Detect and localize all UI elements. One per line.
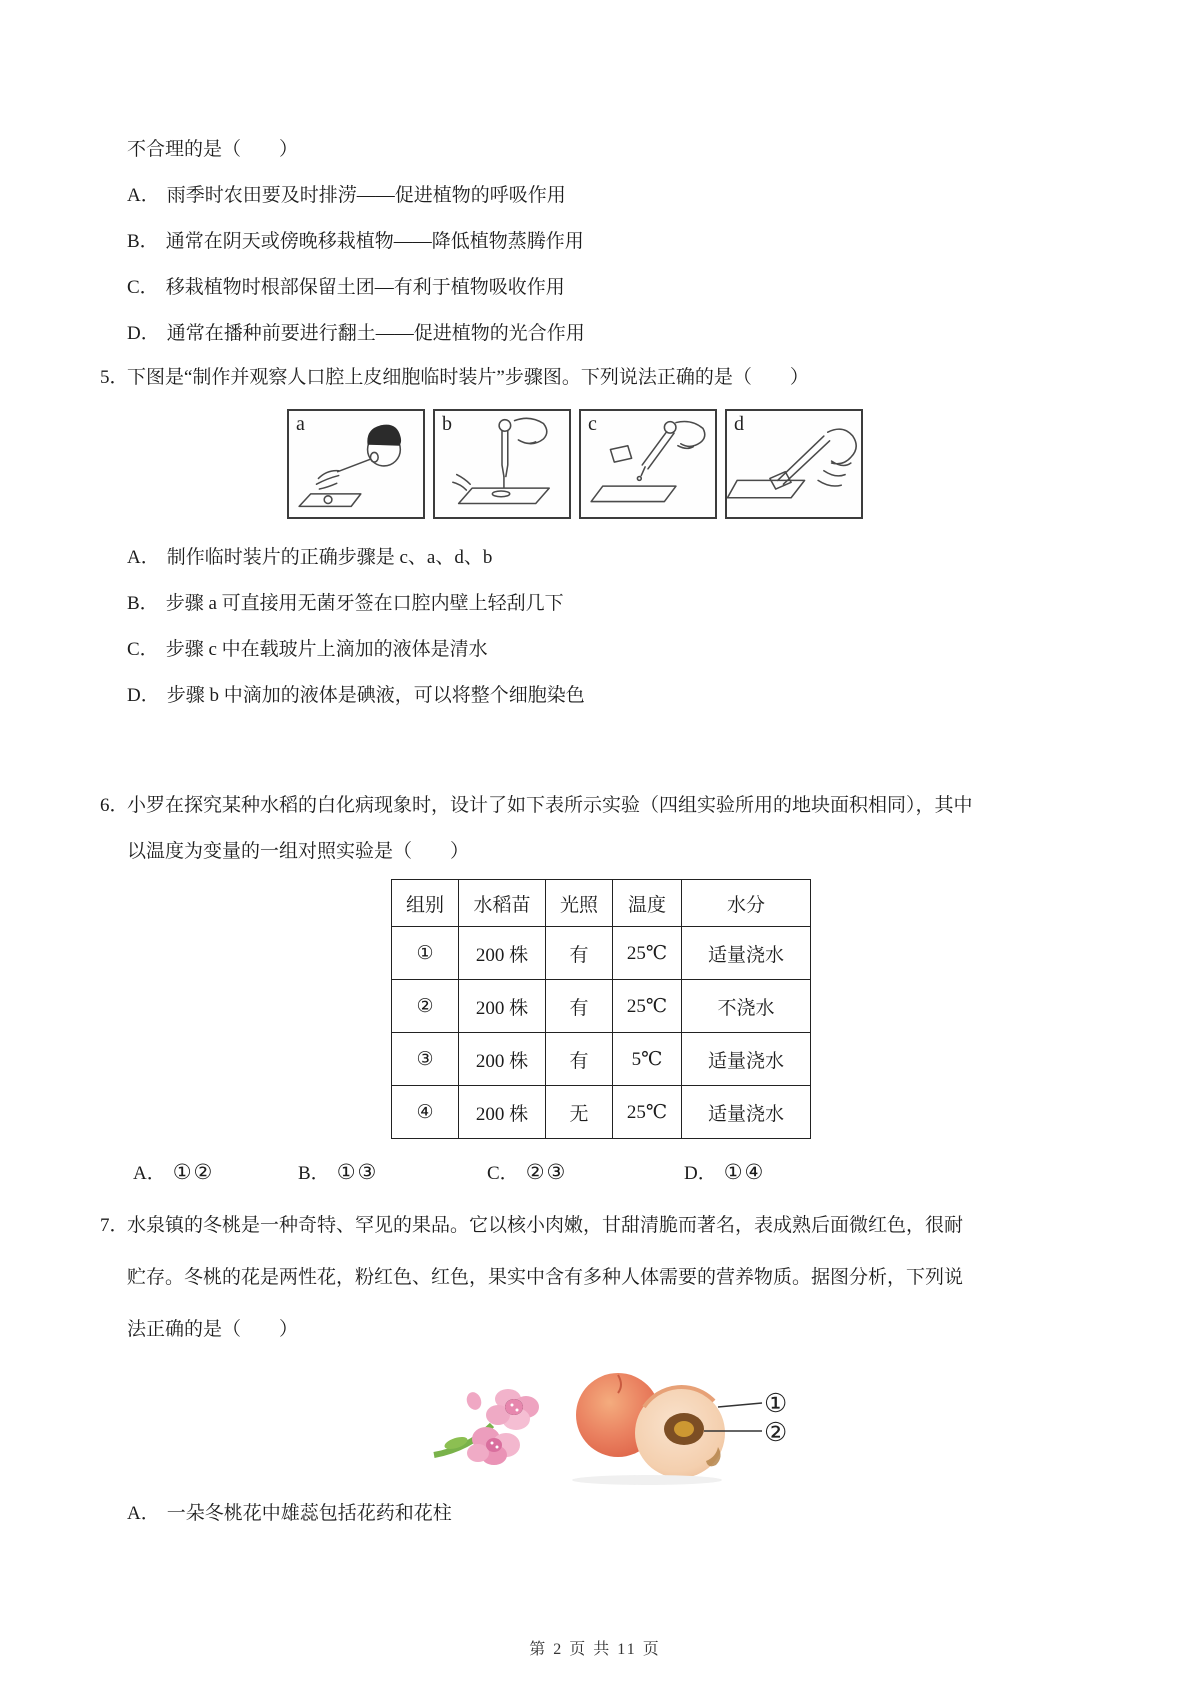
table-row bbox=[392, 927, 811, 980]
cell-water-2: 不浇水 bbox=[682, 980, 811, 1033]
step-panel-c bbox=[579, 409, 717, 519]
callout-label-2: ② bbox=[764, 1418, 788, 1447]
experiment-table bbox=[391, 879, 811, 1139]
q4-option-c-label: C． bbox=[127, 277, 159, 298]
q6-option-c-text: ②③ bbox=[525, 1160, 568, 1184]
q4-option-d bbox=[127, 319, 1090, 349]
question-4 bbox=[100, 135, 1090, 349]
cover-slip-illustration bbox=[727, 411, 861, 517]
q6-option-a-text: ①② bbox=[172, 1160, 215, 1184]
cell-temp-4: 25℃ bbox=[613, 1086, 682, 1139]
cell-temp-3: 5℃ bbox=[613, 1033, 682, 1086]
cut-peach bbox=[635, 1387, 725, 1478]
q6-stem-line2: 以温度为变量的一组对照实验是（ ） bbox=[127, 841, 470, 862]
smear-slide-illustration bbox=[435, 411, 569, 517]
header-temperature: 温度 bbox=[613, 880, 682, 927]
q6-option-d-text: ①④ bbox=[723, 1160, 766, 1184]
page-content bbox=[100, 0, 1090, 1529]
question-7 bbox=[100, 1211, 1090, 1529]
header-water: 水分 bbox=[682, 880, 811, 927]
q7-peach-figure bbox=[422, 1357, 792, 1487]
q7-stem-line1: 水泉镇的冬桃是一种奇特、罕见的果品。它以核小肉嫩，甘甜清脆而著名，表成熟后面微红色，很耐 bbox=[127, 1215, 964, 1236]
cell-light-4: 无 bbox=[546, 1086, 613, 1139]
callout-label-1: ① bbox=[764, 1389, 788, 1418]
q4-option-a-text: 雨季时农田要及时排涝——促进植物的呼吸作用 bbox=[166, 185, 566, 206]
q5-option-a-label: A． bbox=[127, 547, 160, 568]
cell-temp-2: 25℃ bbox=[613, 980, 682, 1033]
q5-option-a-text: 制作临时装片的正确步骤是 c、a、d、b bbox=[166, 547, 493, 568]
q7-option-a-text: 一朵冬桃花中雄蕊包括花药和花柱 bbox=[166, 1503, 452, 1524]
panel-letter-d: d bbox=[734, 413, 744, 435]
q6-option-b-text: ①③ bbox=[336, 1160, 379, 1184]
q6-options-row bbox=[127, 1157, 1090, 1187]
q5-number: 5． bbox=[100, 367, 129, 388]
page-footer: 第 2 页 共 11 页 bbox=[529, 1641, 661, 1658]
q7-option-a-label: A． bbox=[127, 1503, 160, 1524]
q4-option-c bbox=[127, 273, 1090, 303]
q6-option-a bbox=[133, 1157, 214, 1187]
header-seedlings: 水稻苗 bbox=[459, 880, 546, 927]
q6-option-c bbox=[487, 1157, 567, 1187]
cell-seed-3: 200 株 bbox=[459, 1033, 546, 1086]
q5-option-b-text: 步骤 a 可直接用无菌牙签在口腔内壁上轻刮几下 bbox=[165, 593, 564, 614]
cell-water-4: 适量浇水 bbox=[682, 1086, 811, 1139]
q5-option-d bbox=[127, 681, 1090, 711]
peach-flower-illustration bbox=[422, 1357, 792, 1487]
q5-option-c-text: 步骤 c 中在载玻片上滴加的液体是清水 bbox=[165, 639, 488, 660]
step-panel-d bbox=[725, 409, 863, 519]
cell-group-2: ② bbox=[392, 980, 459, 1033]
q5-option-b bbox=[127, 589, 1090, 619]
callout-line-1 bbox=[718, 1403, 762, 1407]
q6-option-d-label: D． bbox=[684, 1163, 717, 1184]
step-panel-b bbox=[433, 409, 571, 519]
cell-water-1: 适量浇水 bbox=[682, 927, 811, 980]
q5-option-c-label: C． bbox=[127, 639, 159, 660]
cell-light-3: 有 bbox=[546, 1033, 613, 1086]
q6-stem-line1: 小罗在探究某种水稻的白化病现象时，设计了如下表所示实验（四组实验所用的地块面积相同），其中 bbox=[127, 795, 973, 816]
q7-stem-line3: 法正确的是（ ） bbox=[127, 1319, 299, 1340]
q4-option-b-label: B． bbox=[127, 231, 159, 252]
cell-group-4: ④ bbox=[392, 1086, 459, 1139]
cell-group-3: ③ bbox=[392, 1033, 459, 1086]
q4-stem: 不合理的是（ ） bbox=[127, 139, 299, 160]
q6-option-c-label: C． bbox=[487, 1163, 519, 1184]
q7-stem-line2: 贮存。冬桃的花是两性花，粉红色、红色，果实中含有多种人体需要的营养物质。据图分析，下列说 bbox=[127, 1267, 964, 1288]
q5-option-c bbox=[127, 635, 1090, 665]
cell-seed-1: 200 株 bbox=[459, 927, 546, 980]
cell-temp-1: 25℃ bbox=[613, 927, 682, 980]
question-6 bbox=[100, 791, 1090, 1187]
cell-group-1: ① bbox=[392, 927, 459, 980]
q6-option-b bbox=[298, 1157, 378, 1187]
q7-option-a bbox=[127, 1499, 1090, 1529]
q4-option-b-text: 通常在阴天或傍晚移栽植物——降低植物蒸腾作用 bbox=[165, 231, 584, 252]
table-row bbox=[392, 1086, 811, 1139]
q4-option-a bbox=[127, 181, 1090, 211]
peach-blossoms bbox=[464, 1389, 539, 1465]
swab-cheek-illustration bbox=[289, 411, 423, 517]
q4-option-d-text: 通常在播种前要进行翻土——促进植物的光合作用 bbox=[166, 323, 585, 344]
q6-number: 6． bbox=[100, 795, 129, 816]
cell-water-3: 适量浇水 bbox=[682, 1033, 811, 1086]
panel-letter-b: b bbox=[442, 413, 452, 435]
table-header-row bbox=[392, 880, 811, 927]
panel-letter-c: c bbox=[588, 413, 597, 435]
question-5 bbox=[100, 363, 1090, 711]
header-group: 组别 bbox=[392, 880, 459, 927]
cell-seed-2: 200 株 bbox=[459, 980, 546, 1033]
q5-option-d-label: D． bbox=[127, 685, 160, 706]
step-panel-a bbox=[287, 409, 425, 519]
cell-light-2: 有 bbox=[546, 980, 613, 1033]
q5-stem: 下图是“制作并观察人口腔上皮细胞临时装片”步骤图。下列说法正确的是（ ） bbox=[127, 367, 809, 388]
table-row bbox=[392, 980, 811, 1033]
q4-option-d-label: D． bbox=[127, 323, 160, 344]
drop-water-illustration bbox=[581, 411, 715, 517]
q5-option-d-text: 步骤 b 中滴加的液体是碘液，可以将整个细胞染色 bbox=[166, 685, 585, 706]
panel-letter-a: a bbox=[296, 413, 305, 435]
q5-step-figure bbox=[287, 409, 1090, 521]
q6-option-d bbox=[684, 1157, 765, 1187]
q4-option-a-label: A． bbox=[127, 185, 160, 206]
q7-number: 7． bbox=[100, 1215, 129, 1236]
q6-option-b-label: B． bbox=[298, 1163, 330, 1184]
q4-option-c-text: 移栽植物时根部保留土团—有利于植物吸收作用 bbox=[165, 277, 565, 298]
table-row bbox=[392, 1033, 811, 1086]
cell-light-1: 有 bbox=[546, 927, 613, 980]
header-light: 光照 bbox=[546, 880, 613, 927]
q4-option-b bbox=[127, 227, 1090, 257]
cell-seed-4: 200 株 bbox=[459, 1086, 546, 1139]
q6-option-a-label: A． bbox=[133, 1163, 166, 1184]
q5-option-a bbox=[127, 543, 1090, 573]
q5-option-b-label: B． bbox=[127, 593, 159, 614]
